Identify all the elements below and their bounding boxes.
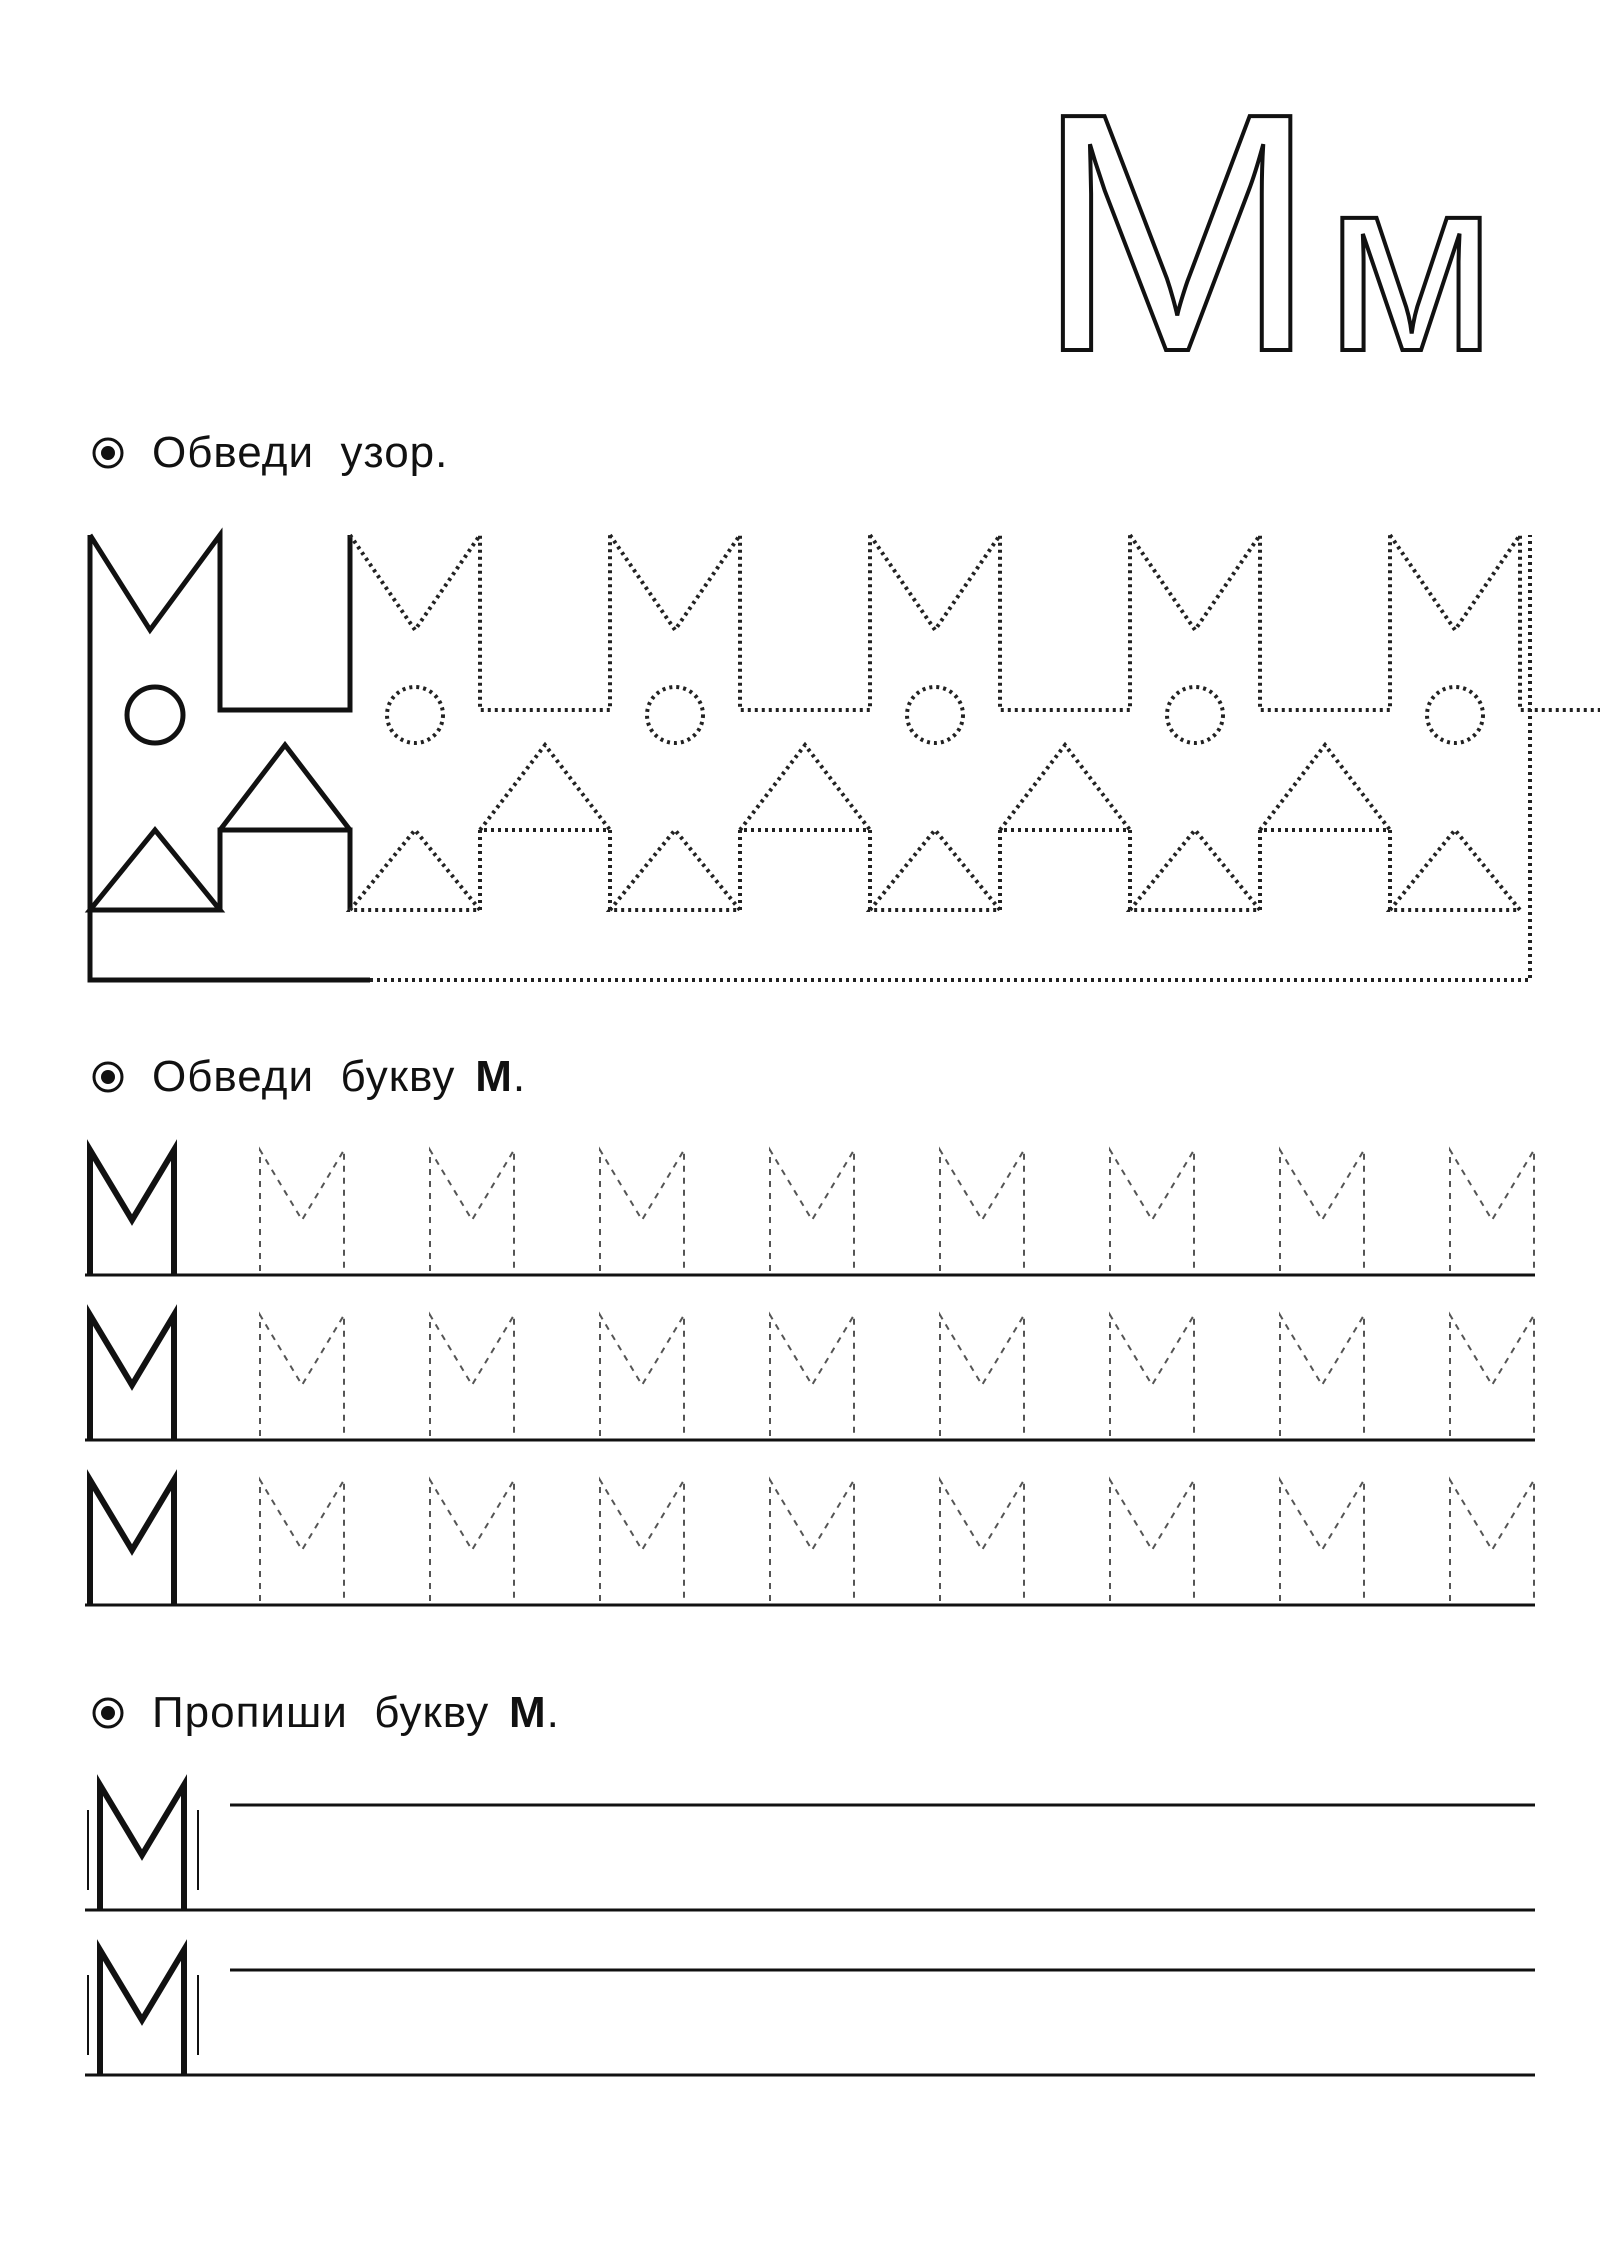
- pattern-triangle-dotted: [870, 830, 1000, 910]
- instruction-letter: М: [509, 1688, 547, 1737]
- pattern-house-dotted: [480, 745, 610, 910]
- letter-trace-dotted: [430, 1480, 514, 1601]
- letter-trace-dotted: [600, 1150, 684, 1271]
- letter-trace-dotted: [770, 1150, 854, 1271]
- letter-trace-area: [85, 1150, 1535, 1605]
- letter-trace-dotted: [770, 1315, 854, 1436]
- letter-trace-dotted: [1450, 1150, 1534, 1271]
- pattern-tower-dotted: [1390, 535, 1600, 710]
- instruction-letter: М: [475, 1052, 513, 1101]
- header-letters: [1035, 43, 1497, 423]
- pattern-house-dotted: [740, 745, 870, 910]
- letter-trace-dotted: [430, 1150, 514, 1271]
- pattern-house-dotted: [1260, 745, 1390, 910]
- pattern-tower-dotted: [870, 535, 1130, 710]
- letter-trace-dotted: [260, 1315, 344, 1436]
- flower-bullet-icon: [90, 1695, 126, 1731]
- letter-trace-dotted: [260, 1150, 344, 1271]
- instruction-text: Обведи букву: [152, 1052, 456, 1101]
- letter-trace-dotted: [1450, 1315, 1534, 1436]
- pattern-circle-dotted: [647, 687, 703, 743]
- header-upper-letter: М: [1035, 43, 1319, 423]
- pattern-tower-dotted: [1130, 535, 1390, 710]
- pattern-circle-dotted: [387, 687, 443, 743]
- letter-trace-dotted: [940, 1315, 1024, 1436]
- pattern-circle-dotted: [907, 687, 963, 743]
- pattern-circle-dotted: [1427, 687, 1483, 743]
- letter-trace-dotted: [1280, 1480, 1364, 1601]
- pattern-house-dotted: [1000, 745, 1130, 910]
- letter-trace-dotted: [770, 1480, 854, 1601]
- pattern-triangle-dotted: [1130, 830, 1260, 910]
- flower-bullet-icon: [90, 1059, 126, 1095]
- flower-bullet-icon: [90, 435, 126, 471]
- instruction-trace-pattern: [90, 428, 448, 478]
- letter-trace-dotted: [430, 1315, 514, 1436]
- pattern-triangle-solid: [90, 830, 220, 910]
- letter-trace-dotted: [1280, 1315, 1364, 1436]
- pattern-tower-solid: [90, 535, 350, 710]
- pattern-area: [90, 535, 1600, 980]
- pattern-circle-solid: [127, 687, 183, 743]
- letter-trace-dotted: [1110, 1315, 1194, 1436]
- instruction-trace-letter: [90, 1052, 526, 1102]
- letter-trace-dotted: [1450, 1480, 1534, 1601]
- pattern-frame-dotted: [370, 535, 1530, 980]
- instruction-period: .: [512, 1052, 527, 1101]
- pattern-house-solid: [220, 745, 350, 910]
- letter-write-area: [85, 1785, 1535, 2075]
- letter-trace-dotted: [600, 1315, 684, 1436]
- letter-trace-dotted: [1110, 1150, 1194, 1271]
- letter-sample-with-strokes: [100, 1950, 184, 2075]
- header-lower-letter: м: [1325, 124, 1497, 403]
- letter-trace-dotted: [260, 1480, 344, 1601]
- letter-sample: [90, 1480, 174, 1605]
- pattern-tower-dotted: [610, 535, 870, 710]
- pattern-triangle-dotted: [1390, 830, 1520, 910]
- pattern-triangle-dotted: [350, 830, 480, 910]
- letter-trace-dotted: [1280, 1150, 1364, 1271]
- letter-sample: [90, 1150, 174, 1275]
- letter-sample-with-strokes: [100, 1785, 184, 1910]
- instruction-period: .: [546, 1688, 560, 1737]
- instruction-text: Обведи узор.: [152, 428, 449, 477]
- letter-sample: [90, 1315, 174, 1440]
- letter-trace-dotted: [940, 1150, 1024, 1271]
- instruction-text: Пропиши букву: [152, 1688, 490, 1737]
- pattern-circle-dotted: [1167, 687, 1223, 743]
- pattern-tower-dotted: [350, 535, 610, 710]
- letter-trace-dotted: [940, 1480, 1024, 1601]
- letter-trace-dotted: [1110, 1480, 1194, 1601]
- instruction-write-letter: [90, 1688, 560, 1738]
- letter-trace-dotted: [600, 1480, 684, 1601]
- pattern-triangle-dotted: [610, 830, 740, 910]
